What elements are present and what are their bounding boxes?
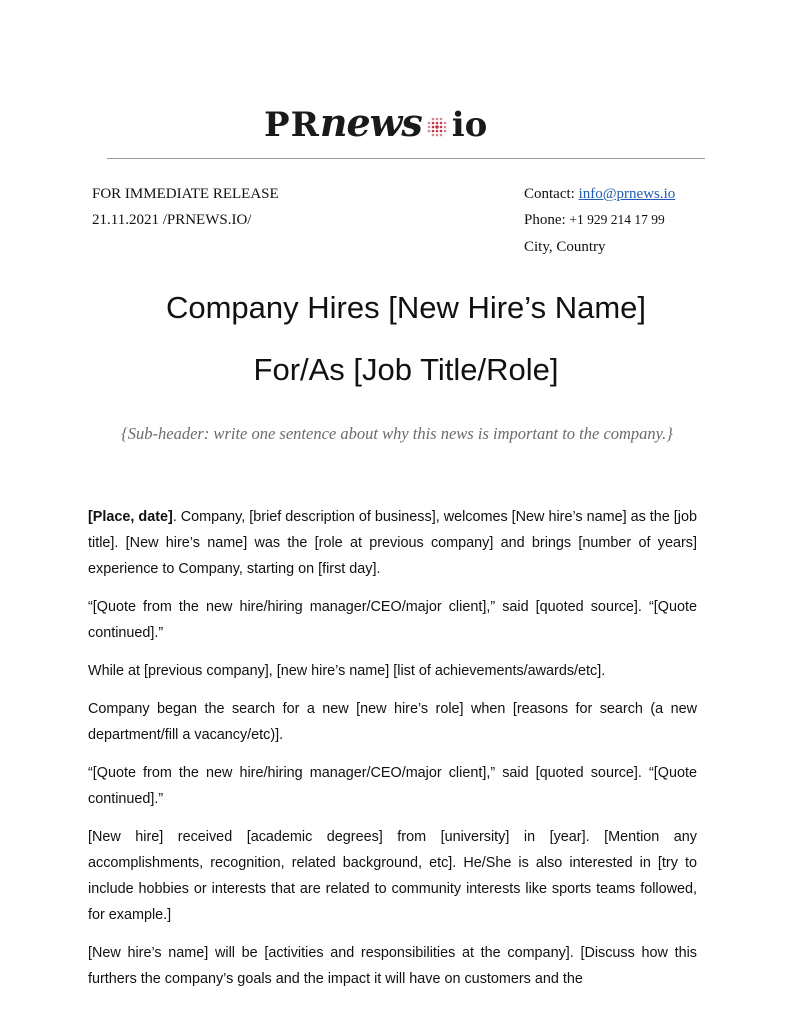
paragraph: [New hire] received [academic degrees] from [university] in [year]. [Mention any accomplishments, recognition, related background, etc]. He/She is also interested in [try to include hobbies or interests that are related to community interests like sports teams followed, for example.] xyxy=(88,829,697,923)
paragraph: “[Quote from the new hire/hiring manager/CEO/major client],” said [quoted source]. “[Quote continued].” xyxy=(88,599,697,641)
logo-dot xyxy=(435,134,438,137)
logo-dot xyxy=(431,122,434,125)
logo-dot xyxy=(443,130,446,133)
release-label: FOR IMMEDIATE RELEASE xyxy=(92,186,279,202)
logo-dot xyxy=(431,118,434,121)
contact-email-link[interactable]: info@prnews.io xyxy=(578,186,676,202)
logo-dot xyxy=(427,130,430,133)
location: City, Country xyxy=(524,239,606,255)
logo-dot-icon xyxy=(426,116,448,138)
logo-dot xyxy=(439,126,442,129)
headline-line-1: Company Hires [New Hire’s Name] xyxy=(165,290,647,325)
paragraph: While at [previous company], [new hire’s name] [list of achievements/awards/etc]. xyxy=(88,663,606,679)
prnews-logo xyxy=(264,100,487,146)
phone-value: +1 929 214 17 99 xyxy=(569,212,665,227)
headline-line-2: For/As [Job Title/Role] xyxy=(253,352,559,387)
logo-dot xyxy=(435,130,438,133)
logo-dot xyxy=(435,122,438,125)
logo-dot xyxy=(439,130,442,133)
paragraph-text: . Company, [brief description of business], welcomes [New hire’s name] as the [job title]. [New hire’s name] was the [role at previous company] and brings [number of years] experience to Company, starting on [first day]. xyxy=(88,509,697,577)
header-divider xyxy=(107,158,705,159)
paragraph: Company began the search for a new [new hire’s role] when [reasons for search (a new department/fill a vacancy/etc)]. xyxy=(88,701,697,743)
contact-line xyxy=(524,186,675,203)
logo-dot xyxy=(431,134,434,137)
contact-label: Contact: xyxy=(524,186,579,202)
logo-dot xyxy=(439,134,442,137)
logo-dot xyxy=(435,125,439,129)
logo-text-pr: PR xyxy=(264,105,320,145)
phone-line xyxy=(524,212,665,229)
logo-dot xyxy=(443,122,446,125)
logo-dot xyxy=(427,122,430,125)
logo-dot xyxy=(431,126,434,129)
logo-dot xyxy=(427,126,430,129)
logo-dot xyxy=(439,122,442,125)
logo-dot xyxy=(431,130,434,133)
place-date-lead: [Place, date] xyxy=(88,509,173,525)
paragraph: “[Quote from the new hire/hiring manager/CEO/major client],” said [quoted source]. “[Quote continued].” xyxy=(88,765,697,807)
dateline: 21.11.2021 /PRNEWS.IO/ xyxy=(92,212,252,228)
logo-dot xyxy=(443,126,446,129)
logo-text-news: news xyxy=(319,100,422,145)
logo-text-io: io xyxy=(451,105,488,145)
paragraph xyxy=(88,504,697,582)
logo-dot xyxy=(439,118,442,121)
subheader: {Sub-header: write one sentence about why this news is important to the company.} xyxy=(121,424,673,443)
body-text xyxy=(88,504,697,1004)
paragraph: [New hire’s name] will be [activities and responsibilities at the company]. [Discuss how this furthers the company’s goals and the impact it will have on customers and the xyxy=(88,945,697,987)
logo-dot xyxy=(435,118,438,121)
phone-label: Phone: xyxy=(524,212,570,228)
